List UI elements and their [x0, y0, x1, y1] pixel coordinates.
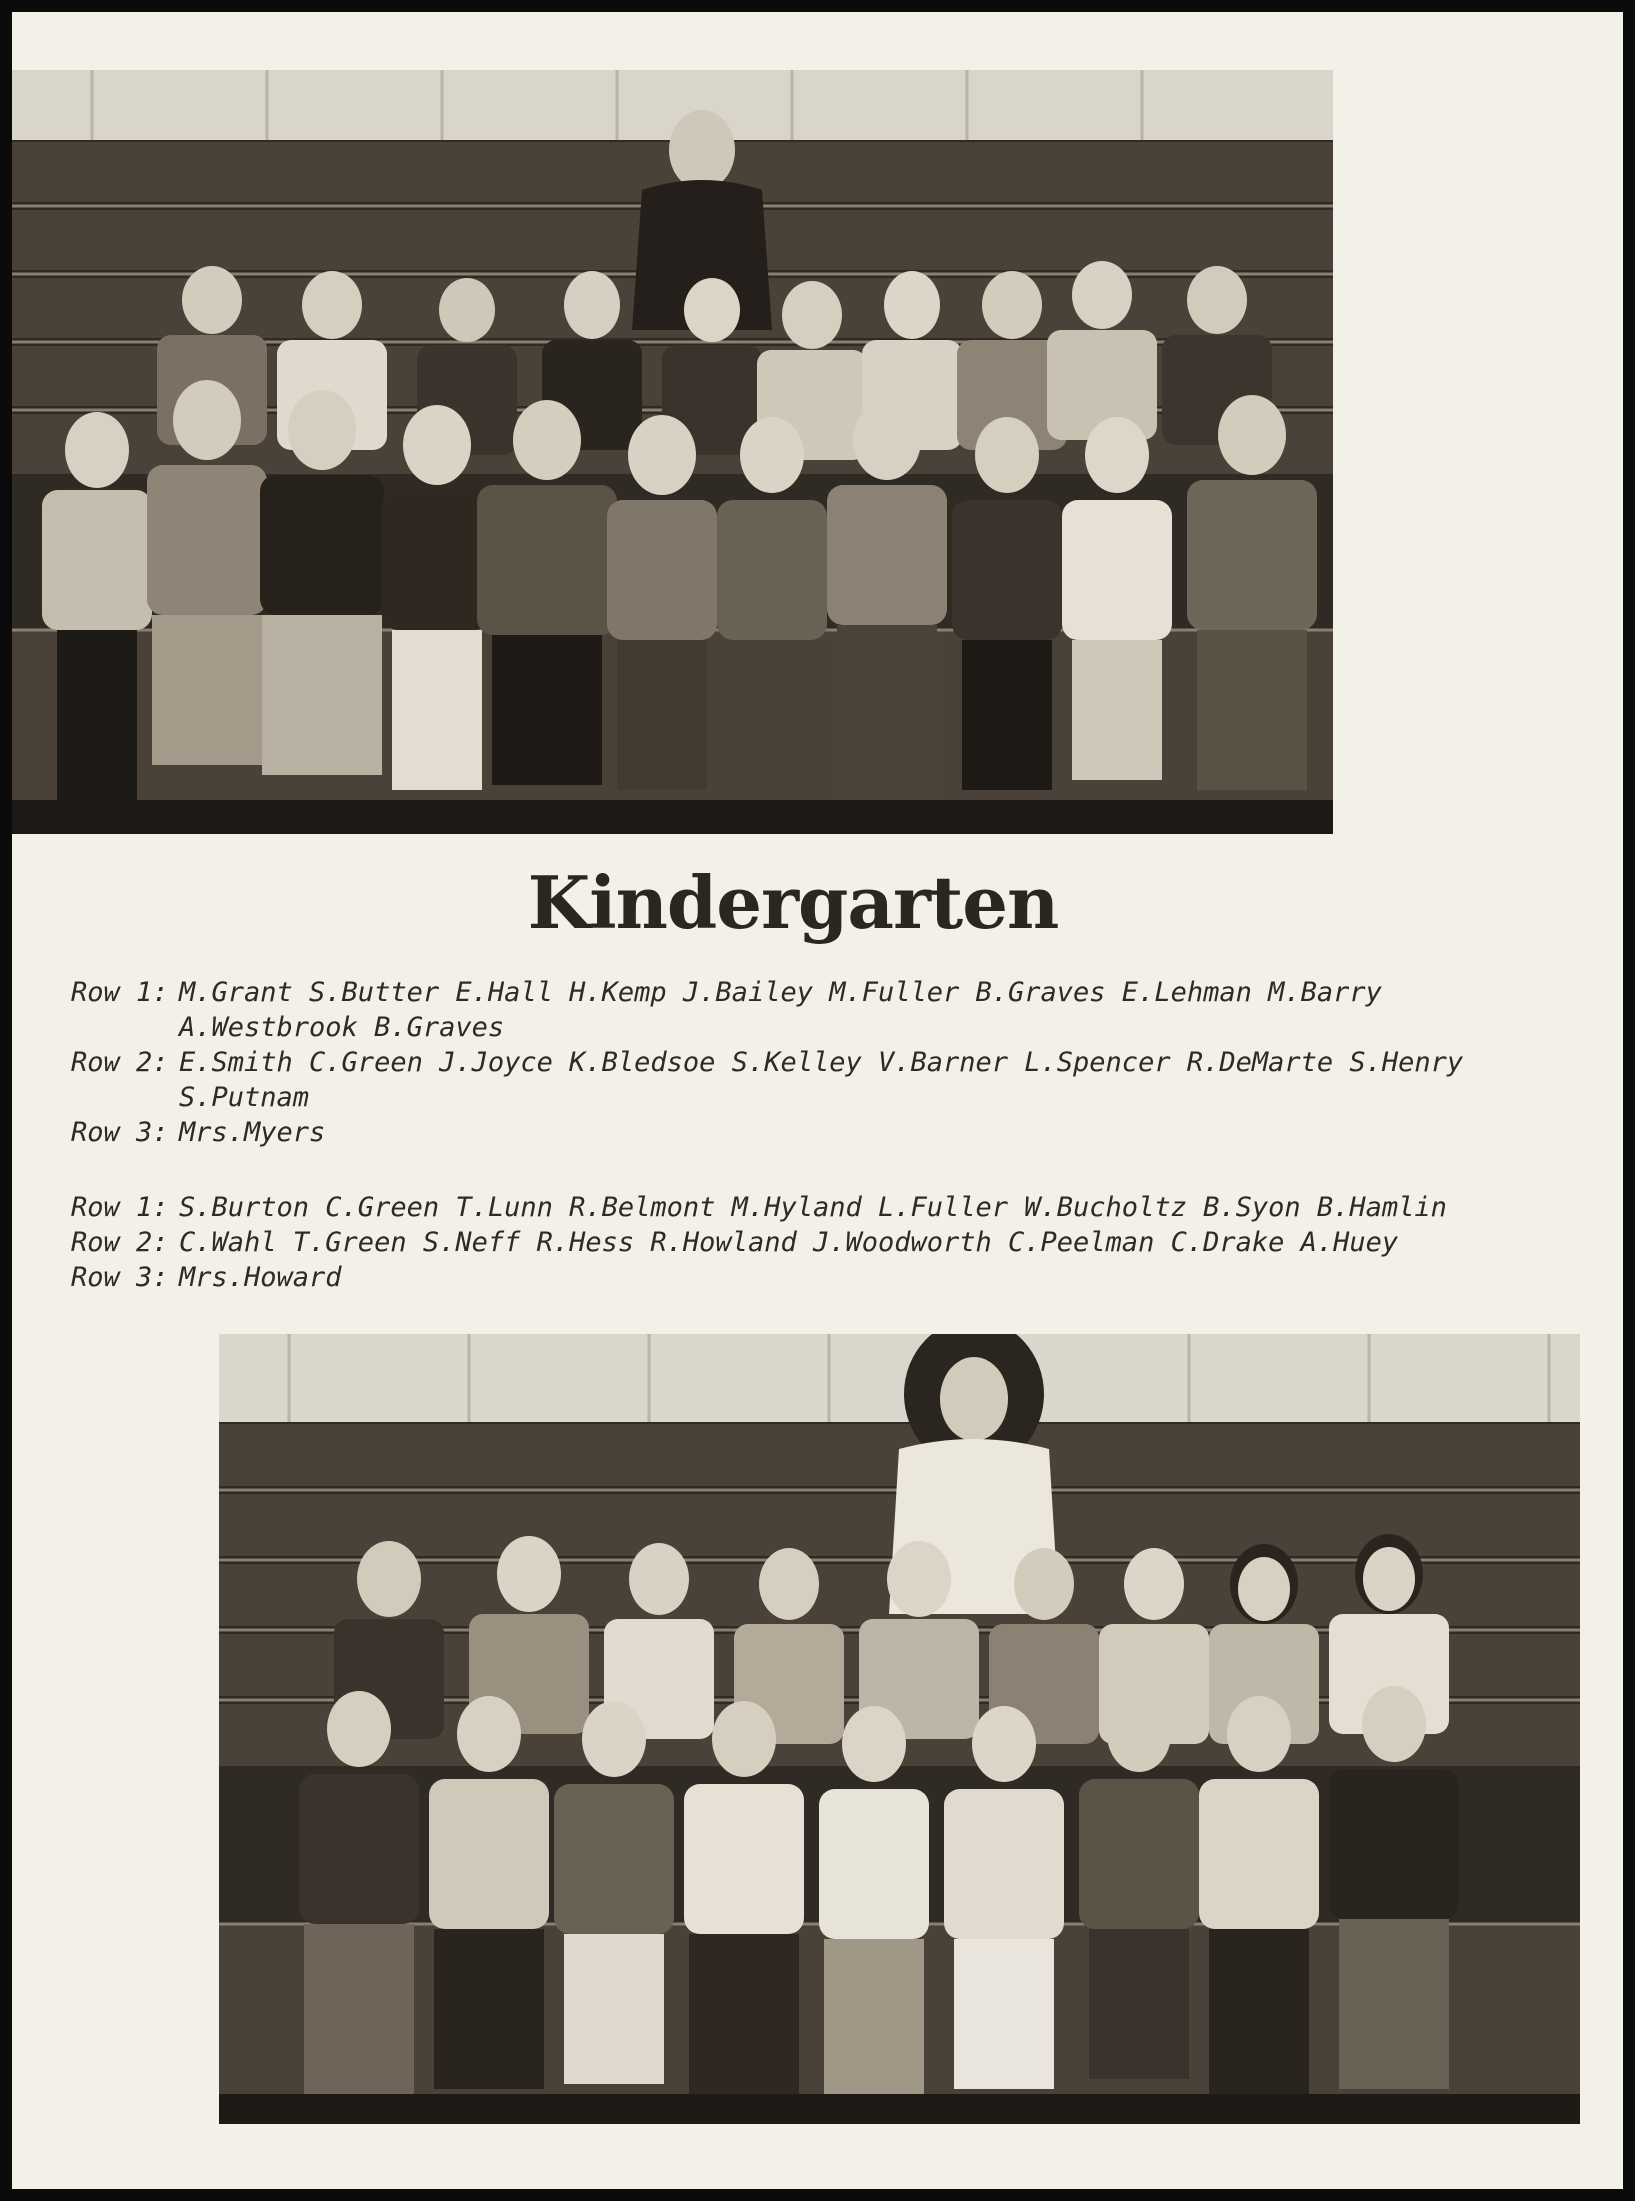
row-names: Mrs.Myers	[179, 1117, 326, 1148]
class-photo-bottom	[219, 1334, 1580, 2124]
row-names: M.Grant S.Butter E.Hall H.Kemp J.Bailey M.Fuller B.Graves E.Lehman M.Barry A.Westbrook B.Graves	[179, 977, 1382, 1043]
row-names: C.Wahl T.Green S.Neff R.Hess R.Howland J.Woodworth C.Peelman C.Drake A.Huey	[179, 1227, 1399, 1258]
row-names: E.Smith C.Green J.Joyce K.Bledsoe S.Kelley V.Barner L.Spencer R.DeMarte S.Henry S.Putnam	[179, 1047, 1464, 1113]
row-names: Mrs.Howard	[179, 1262, 342, 1293]
caption-row	[71, 1260, 1561, 1295]
row-label: Row 3:	[71, 1262, 169, 1293]
yearbook-page	[12, 12, 1623, 2189]
row-label: Row 2:	[71, 1227, 169, 1258]
caption-row	[71, 975, 1561, 1045]
row-label: Row 1:	[71, 1192, 169, 1223]
row-label: Row 1:	[71, 977, 169, 1008]
caption-row	[71, 1045, 1561, 1115]
class-photo-top	[12, 70, 1333, 834]
row-label: Row 2:	[71, 1047, 169, 1078]
caption-row	[71, 1190, 1561, 1225]
caption-class-b	[71, 1190, 1561, 1295]
row-label: Row 3:	[71, 1117, 169, 1148]
caption-row	[71, 1225, 1561, 1260]
row-names: S.Burton C.Green T.Lunn R.Belmont M.Hyland L.Fuller W.Bucholtz B.Syon B.Hamlin	[179, 1192, 1447, 1223]
caption-class-a	[71, 975, 1561, 1150]
page-title: Kindergarten	[527, 860, 1059, 945]
caption-row	[71, 1115, 1561, 1150]
